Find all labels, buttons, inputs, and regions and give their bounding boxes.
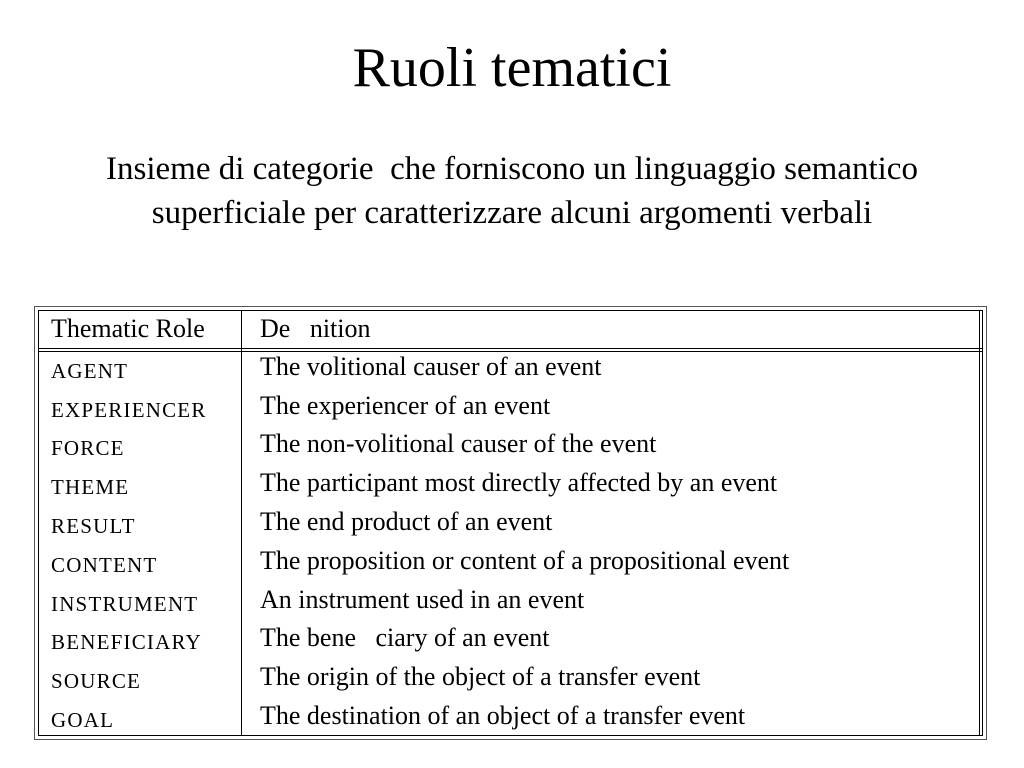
role-content: CONTENT: [51, 553, 158, 577]
definition-source: The origin of the object of a transfer event: [260, 662, 701, 691]
definition-agent: The volitional causer of an event: [260, 352, 602, 381]
role-result: RESULT: [51, 514, 136, 538]
role-beneficiary: BENEFICIARY: [51, 630, 202, 654]
definition-instrument: An instrument used in an event: [260, 585, 585, 614]
thematic-roles-table: [34, 306, 987, 740]
definition-goal: The destination of an object of a transfer event: [260, 701, 746, 730]
definition-content: The proposition or content of a propositional event: [260, 546, 790, 575]
role-force: FORCE: [51, 436, 125, 460]
subtitle-line-1: Insieme di categorie che forniscono un linguaggio semantico: [106, 151, 918, 187]
definition-theme: The participant most directly affected by an event: [260, 468, 778, 497]
role-experiencer: EXPERIENCER: [51, 398, 207, 422]
role-instrument: INSTRUMENT: [51, 592, 199, 616]
header-thematic-role: Thematic Role: [51, 314, 205, 343]
column-divider: [241, 311, 242, 735]
role-theme: THEME: [51, 475, 130, 499]
definition-force: The non-volitional causer of the event: [260, 429, 657, 458]
role-source: SOURCE: [51, 669, 142, 693]
role-goal: GOAL: [51, 708, 115, 732]
definition-beneficiary: The bene ciary of an event: [260, 623, 550, 652]
definition-result: The end product of an event: [260, 507, 553, 536]
definition-experiencer: The experiencer of an event: [260, 391, 551, 420]
table-inner-border: [38, 310, 983, 736]
header-rule: [39, 348, 982, 349]
role-agent: AGENT: [51, 359, 129, 383]
slide-subtitle: [0, 147, 1024, 235]
slide-title: Ruoli tematici: [352, 37, 672, 99]
subtitle-line-2: superficiale per caratterizzare alcuni argomenti verbali: [151, 195, 873, 231]
header-definition: De nition: [260, 314, 371, 343]
